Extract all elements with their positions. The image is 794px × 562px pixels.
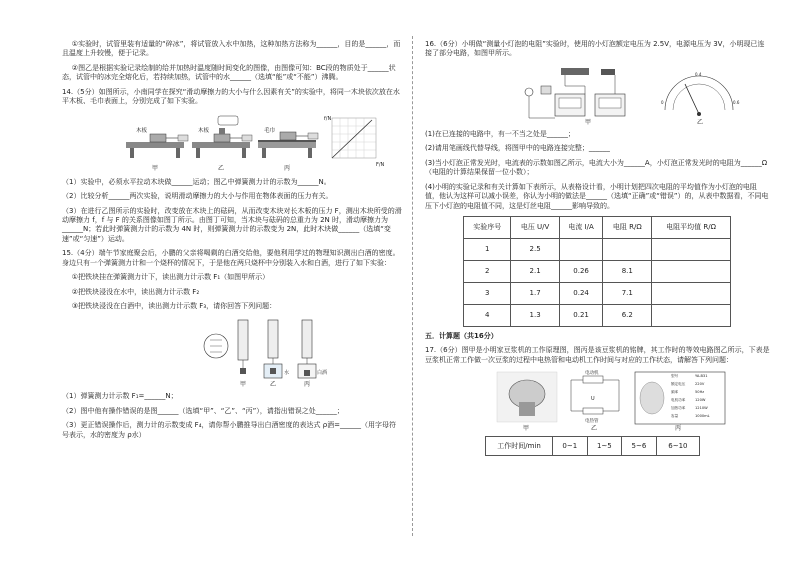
svg-text:0.4: 0.4 (695, 71, 702, 77)
table-cell: 6.2 (603, 304, 652, 326)
q16-part-1: (1)在已连接的电路中，有一不当之处是______； (425, 129, 575, 138)
nameplate-field: 型号 (671, 374, 679, 379)
fig14-label-a: 甲 (152, 164, 159, 172)
table-cell (603, 238, 652, 260)
table-cell (652, 282, 731, 304)
fig14-surface-a: 木板 (136, 127, 148, 134)
table-cell: 3 (464, 282, 511, 304)
nameplate-field: 容量 (671, 414, 679, 419)
right-column (425, 40, 770, 456)
fig17-circuit (571, 376, 619, 414)
fig14-label-b: 乙 (218, 164, 225, 172)
fig17-label-a: 甲 (523, 425, 530, 433)
fig14-setup-b (192, 116, 252, 158)
q13-part-b: ②图乙是根据实验记录绘制的给并加热时温度随时间变化的图像，由图像可知：BC段的物质处于______状态，试管中的冰完全熔化后，若持续加热，试管中的水______（选填“能”或“不能”）沸腾。 (62, 63, 396, 82)
svg-text:0: 0 (661, 99, 664, 105)
nameplate-field: 频率 (671, 390, 679, 395)
table-cell: 0.24 (559, 282, 603, 304)
q13-part-a: ①实验时，试管里装有适量的“碎冰”，将试管放入水中加热，这种加热方法称为______，目的是______，而且温度上升较慢，便于记录。 (62, 40, 401, 58)
table-cell: 1 (464, 238, 511, 260)
fig15-magnifier (204, 334, 228, 358)
table-cell: 1.3 (511, 304, 559, 326)
left-column (62, 40, 402, 445)
q14-title: 14.（5分）如图所示，小南同学在探究“滑动摩擦力的大小与什么因素有关”的实验中，将同一木块依次放在水平木板、毛巾表面上，分别完成了如下实验。 (62, 87, 400, 106)
q14-part-2: （2）比较分析______两次实验，说明滑动摩擦力的大小与作用在物体表面的压力有关。 (62, 192, 333, 201)
fig15-label-c: 丙 (304, 381, 311, 389)
fig15 (202, 316, 402, 388)
q15-step-1: ①把铁块挂在弹簧测力计下，读出测力计示数 F₁（如图甲所示） (71, 273, 270, 282)
q16-part-4: (4)小明的实验记录和有关计算如下表所示，从表格设计看，小明计划把四次电阻的平均值作为小灯泡的电阻值，他认为这样可以减小误差，你认为小明的做法是______（选填“正确”或“错误”）的，从表中数据看，不同电压下小灯泡的电阻值不同，这是灯丝电阻______影响导致的。 (425, 182, 769, 210)
table-cell (652, 304, 731, 326)
table-header: 电阻 R/Ω (603, 216, 652, 238)
q14-part-1: （1）实验中，必须水平拉动木块做______运动；图乙中弹簧测力计的示数为______N。 (62, 177, 331, 186)
fig15-scale-a (238, 320, 248, 374)
fig15-scale-b (264, 320, 282, 378)
q16-title: 16.（6分）小明做“测量小灯泡的电阻”实验时，使用的小灯泡额定电压为 2.5V，电源电压为 3V，小明现已连接了部分电路，如图甲所示。 (425, 40, 765, 58)
q17-title: 17.（6分）图甲是小明家豆浆机的工作原理图，图丙是该豆浆机的铭牌，其工作时的等效电路图乙所示，下表是豆浆机正常工作做一次豆浆的过程中电热管和电动机工作时间与对应的工作状态，请解答下列问题： (425, 346, 770, 364)
table-row (486, 437, 700, 456)
nameplate-value: YA-B31 (695, 374, 708, 379)
fig16-ammeter (661, 72, 740, 116)
svg-text:U: U (591, 396, 595, 403)
fig14-graph-ylabel: f/N (324, 115, 332, 122)
table-cell: 4 (464, 304, 511, 326)
fig17-label-b: 乙 (591, 425, 598, 433)
table-cell: 0.26 (559, 260, 603, 282)
q15-title: 15.（4分）端午节家庭聚会后，小鹏的父亲将喝剩的白酒交给他，要他利用学过的物理知识测出白酒的密度。身边只有一个弹簧测力计和一个烧杯的情况下，于是他在两只烧杯中分别装入水和白酒，进行了如下实验： (62, 249, 400, 267)
q17-work-table (485, 436, 700, 456)
svg-text:0.6: 0.6 (733, 99, 740, 105)
fig17-nameplate (635, 372, 725, 424)
fig17-motor-label: 电动机 (585, 371, 599, 377)
nameplate-field: 加热功率 (671, 406, 686, 411)
fig14-setup-a (126, 134, 188, 158)
fig17-label-c: 丙 (675, 425, 682, 433)
table-row (464, 304, 731, 326)
fig17 (495, 370, 770, 432)
section-5-heading: 五．计算题（共16分） (425, 331, 498, 340)
table-row (464, 238, 731, 260)
fig14-graph-xlabel: F/N (376, 161, 385, 168)
fig15-liquid-water: 水 (284, 370, 290, 377)
fig14 (124, 112, 402, 174)
q15-part-2: （2）图中他有操作错误的是图______（选填“甲”、“乙”、“丙”），请指出错误之处______； (62, 406, 344, 415)
table-cell: 0~1 (553, 437, 588, 456)
nameplate-field: 电机功率 (671, 398, 686, 403)
q16-part-3: (3)当小灯泡正常发光时，电流表的示数如图乙所示，电流大小为______A，小灯泡正常发光时的电阻为______Ω（电阻的计算结果保留一位小数）； (425, 158, 768, 177)
fig14-setup-c (258, 132, 318, 158)
q16-part-2: (2)请用笔画线代替导线，将图甲中的电路连接完整；______ (425, 144, 610, 153)
table-cell: 2.1 (511, 260, 559, 282)
table-header: 电流 I/A (559, 216, 603, 238)
q15-part-3: （3）更正错误操作后，测力计的示数变成 F₄，请你帮小鹏推导出白酒密度的表达式 ρ酒=______（用字母符号表示，水的密度为 ρ水） (62, 421, 397, 439)
fig14-drawing (124, 112, 389, 174)
fig17-heater-label: 电热管 (585, 419, 599, 425)
q14-part-3: （3）在进行乙图所示的实验时，改变放在木块上的砝码，从而改变木块对长木板的压力 F，测出木块所受的滑动摩擦力 f，f 与 F 的关系图像如图丁所示。由图丁可知，当木块与砝码的总重力为 2N 时，滑动摩擦力为______N；若此时弹簧测力计的示数为 4N 时，则弹簧测力计的示数变为 2N，此时木块做______（选填“变速”或“匀速”）运动。 (62, 206, 402, 243)
fig14-label-c: 丙 (284, 164, 291, 172)
table-cell: 1.7 (511, 282, 559, 304)
q16-data-table (463, 216, 731, 327)
table-cell: 5~6 (622, 437, 657, 456)
table-cell: 0.21 (559, 304, 603, 326)
fig15-drawing (202, 316, 342, 388)
q15-step-3: ③把铁块浸没在白酒中，读出测力计示数 F₃，请你回答下列问题： (71, 302, 277, 310)
nameplate-value: 120W (695, 398, 706, 403)
table-row (464, 260, 731, 282)
table-cell: 7.1 (603, 282, 652, 304)
table-cell: 1~5 (587, 437, 622, 456)
fig16 (515, 64, 770, 126)
fig15-label-b: 乙 (270, 381, 277, 389)
nameplate-field: 额定电压 (671, 382, 686, 387)
table-cell (652, 238, 731, 260)
q15-step-2: ②把铁块浸没在水中，读出测力计示数 F₂ (71, 287, 200, 296)
table-cell: 2.5 (511, 238, 559, 260)
table-row (464, 282, 731, 304)
q15-part-1: （1）弹簧测力计示数 F₁=______N； (62, 392, 178, 401)
fig17-soymilk-machine (497, 372, 557, 422)
fig17-drawing (495, 370, 735, 432)
fig14-surface-b: 木板 (198, 127, 210, 134)
fig16-circuit (525, 68, 625, 118)
table-header-row (464, 216, 731, 238)
table-cell (652, 260, 731, 282)
nameplate-value: 220V (695, 382, 705, 387)
fig16-label-a: 甲 (585, 118, 592, 126)
nameplate-value: 1210W (695, 406, 708, 411)
table-cell (559, 238, 603, 260)
table-header: 电阻平均值 R/Ω (652, 216, 731, 238)
table-header: 实验序号 (464, 216, 511, 238)
fig14-graph (332, 118, 376, 158)
fig15-label-a: 甲 (240, 381, 247, 389)
column-divider (412, 36, 413, 536)
table-cell: 6~10 (656, 437, 699, 456)
fig14-surface-c: 毛巾 (264, 127, 276, 134)
nameplate-value: 1000mL (695, 414, 710, 419)
table-cell: 工作时间/min (486, 437, 553, 456)
nameplate-value: 50Hz (695, 390, 705, 395)
fig15-scale-c (298, 320, 316, 378)
table-cell: 2 (464, 260, 511, 282)
fig16-drawing (515, 64, 755, 126)
table-header: 电压 U/V (511, 216, 559, 238)
fig16-label-b: 乙 (697, 118, 704, 126)
fig15-liquid-liquor: 白酒 (317, 370, 328, 377)
table-cell: 8.1 (603, 260, 652, 282)
